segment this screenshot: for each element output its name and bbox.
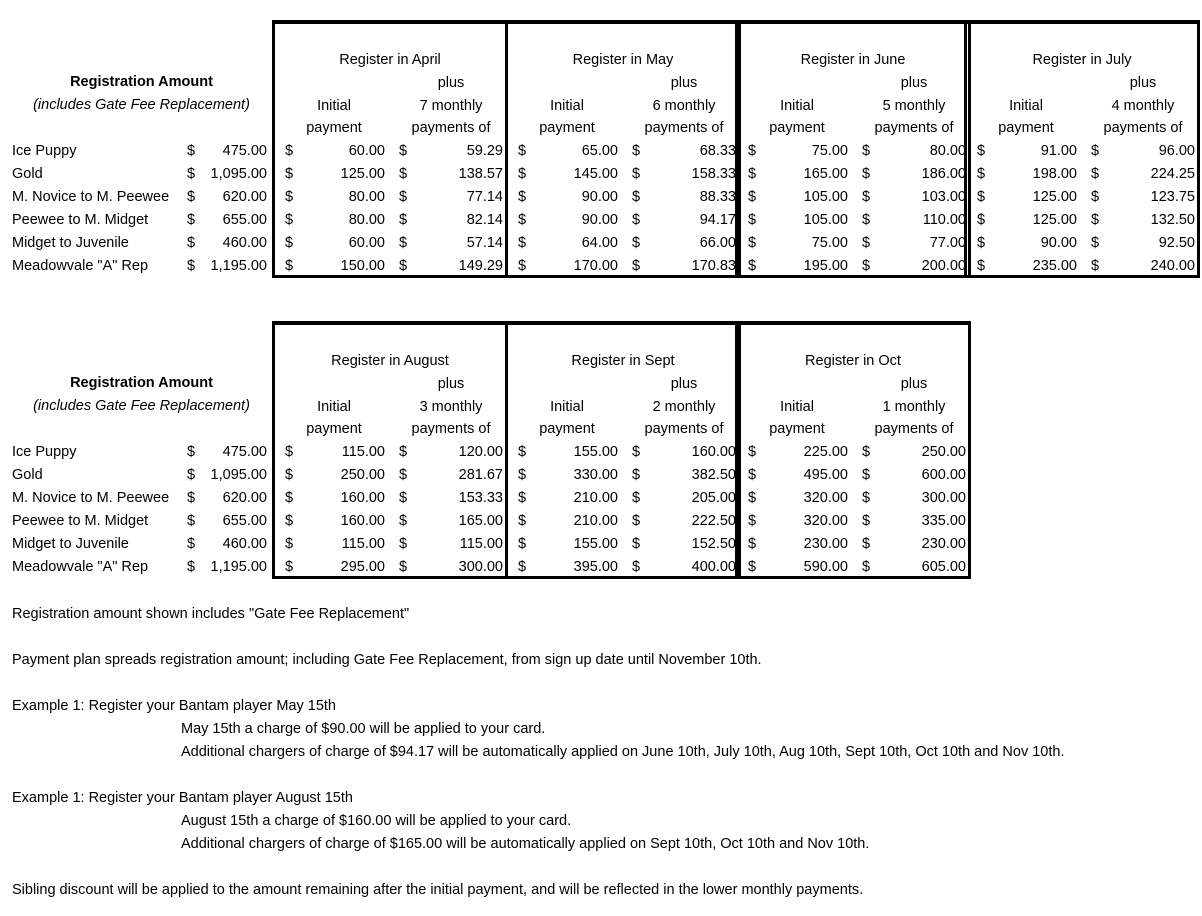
monthly-payment: 94.17 xyxy=(699,212,736,228)
monthly-payment: 224.25 xyxy=(1150,166,1195,182)
currency-symbol: $ xyxy=(862,166,871,182)
row-label: Ice Puppy xyxy=(12,444,77,460)
initial-payment: 90.00 xyxy=(581,189,618,205)
currency-symbol: $ xyxy=(748,212,757,228)
note-gate-fee: Registration amount shown includes "Gate Fee Replacement" xyxy=(12,606,410,622)
monthly-label: 2 monthly xyxy=(652,399,716,415)
monthly-payment: 152.50 xyxy=(691,536,736,552)
initial-payment: 115.00 xyxy=(341,444,385,460)
initial-payment: 198.00 xyxy=(1032,166,1077,182)
currency-symbol: $ xyxy=(632,536,641,552)
block-title: Register in July xyxy=(1032,52,1132,68)
row-label: Midget to Juvenile xyxy=(12,235,129,251)
currency-symbol: $ xyxy=(632,143,641,159)
currency-symbol: $ xyxy=(748,559,757,575)
monthly-label: 4 monthly xyxy=(1111,98,1175,114)
row-label: Ice Puppy xyxy=(12,143,77,159)
monthly-payment: 66.00 xyxy=(699,235,736,251)
monthly-payment: 200.00 xyxy=(921,258,966,274)
currency-symbol: $ xyxy=(977,189,986,205)
monthly-payment: 132.50 xyxy=(1150,212,1195,228)
currency-symbol: $ xyxy=(285,513,294,529)
row-label: Gold xyxy=(12,166,43,182)
currency-symbol: $ xyxy=(862,513,871,529)
currency-symbol: $ xyxy=(862,235,871,251)
currency-symbol: $ xyxy=(399,166,408,182)
plus-label: plus xyxy=(900,75,928,91)
monthly-payment: 335.00 xyxy=(921,513,966,529)
monthly-payment: 80.00 xyxy=(929,143,966,159)
initial-payment: 115.00 xyxy=(341,536,385,552)
currency-symbol: $ xyxy=(399,235,408,251)
row-label: Gold xyxy=(12,467,43,483)
currency-symbol: $ xyxy=(187,536,196,552)
initial-payment: 90.00 xyxy=(1040,235,1077,251)
monthly-payment: 88.33 xyxy=(699,189,736,205)
registration-amount: 655.00 xyxy=(222,513,267,529)
payment-label: payment xyxy=(769,120,825,136)
currency-symbol: $ xyxy=(285,189,294,205)
gate-fee-note: (includes Gate Fee Replacement) xyxy=(33,97,250,113)
payments-of-label: payments of xyxy=(644,120,724,136)
monthly-payment: 170.83 xyxy=(691,258,736,274)
currency-symbol: $ xyxy=(748,235,757,251)
payment-block xyxy=(505,321,741,579)
currency-symbol: $ xyxy=(187,490,196,506)
monthly-payment: 600.00 xyxy=(921,467,966,483)
monthly-payment: 59.29 xyxy=(466,143,503,159)
currency-symbol: $ xyxy=(518,166,527,182)
initial-payment: 210.00 xyxy=(573,513,618,529)
monthly-payment: 77.14 xyxy=(466,189,503,205)
initial-payment: 65.00 xyxy=(581,143,618,159)
monthly-payment: 103.00 xyxy=(921,189,966,205)
currency-symbol: $ xyxy=(187,166,196,182)
initial-payment: 295.00 xyxy=(340,559,385,575)
registration-amount: 620.00 xyxy=(222,490,267,506)
currency-symbol: $ xyxy=(399,467,408,483)
currency-symbol: $ xyxy=(399,559,408,575)
currency-symbol: $ xyxy=(1091,189,1100,205)
currency-symbol: $ xyxy=(518,559,527,575)
currency-symbol: $ xyxy=(1091,258,1100,274)
initial-payment: 60.00 xyxy=(348,143,385,159)
block-title: Register in April xyxy=(339,52,441,68)
initial-payment: 320.00 xyxy=(803,490,848,506)
currency-symbol: $ xyxy=(632,189,641,205)
currency-symbol: $ xyxy=(285,143,294,159)
payment-label: payment xyxy=(306,421,362,437)
monthly-payment: 222.50 xyxy=(691,513,736,529)
currency-symbol: $ xyxy=(399,536,408,552)
plus-label: plus xyxy=(900,376,928,392)
monthly-label: 7 monthly xyxy=(419,98,483,114)
example-2-title: Example 1: Register your Bantam player August 15th xyxy=(12,790,353,806)
currency-symbol: $ xyxy=(399,490,408,506)
currency-symbol: $ xyxy=(748,513,757,529)
row-label: M. Novice to M. Peewee xyxy=(12,189,170,205)
payment-label: payment xyxy=(306,120,362,136)
currency-symbol: $ xyxy=(862,559,871,575)
monthly-payment: 138.57 xyxy=(458,166,503,182)
currency-symbol: $ xyxy=(187,467,196,483)
initial-payment: 225.00 xyxy=(803,444,848,460)
row-label: Midget to Juvenile xyxy=(12,536,129,552)
currency-symbol: $ xyxy=(862,212,871,228)
monthly-payment: 281.67 xyxy=(458,467,503,483)
initial-payment: 80.00 xyxy=(348,212,385,228)
currency-symbol: $ xyxy=(862,490,871,506)
initial-payment: 150.00 xyxy=(340,258,385,274)
notes xyxy=(12,604,1064,900)
currency-symbol: $ xyxy=(1091,212,1100,228)
currency-symbol: $ xyxy=(187,143,196,159)
note-payment-plan: Payment plan spreads registration amount; including Gate Fee Replacement, from sign up date until November 10th. xyxy=(12,652,762,668)
plus-label: plus xyxy=(437,376,465,392)
initial-label: Initial xyxy=(317,399,351,415)
monthly-payment: 160.00 xyxy=(691,444,736,460)
initial-payment: 590.00 xyxy=(803,559,848,575)
monthly-payment: 400.00 xyxy=(691,559,736,575)
initial-payment: 210.00 xyxy=(573,490,618,506)
block-title: Register in August xyxy=(331,353,449,369)
currency-symbol: $ xyxy=(632,444,641,460)
currency-symbol: $ xyxy=(399,189,408,205)
registration-amount: 620.00 xyxy=(222,189,267,205)
payment-label: payment xyxy=(539,421,595,437)
example-2-line-1: August 15th a charge of $160.00 will be applied to your card. xyxy=(181,813,572,829)
currency-symbol: $ xyxy=(187,258,196,274)
currency-symbol: $ xyxy=(632,467,641,483)
initial-payment: 75.00 xyxy=(811,143,848,159)
monthly-payment: 123.75 xyxy=(1150,189,1195,205)
registration-amount: 655.00 xyxy=(222,212,267,228)
payment-block xyxy=(735,20,971,278)
initial-payment: 125.00 xyxy=(340,166,385,182)
currency-symbol: $ xyxy=(518,189,527,205)
currency-symbol: $ xyxy=(285,212,294,228)
row-label: Meadowvale "A" Rep xyxy=(12,258,149,274)
payments-of-label: payments of xyxy=(644,421,724,437)
monthly-payment: 82.14 xyxy=(466,212,503,228)
registration-amount: 460.00 xyxy=(222,235,267,251)
monthly-payment: 77.00 xyxy=(929,235,966,251)
currency-symbol: $ xyxy=(632,258,641,274)
payment-block xyxy=(272,321,508,579)
currency-symbol: $ xyxy=(518,536,527,552)
currency-symbol: $ xyxy=(518,490,527,506)
initial-payment: 125.00 xyxy=(1032,189,1077,205)
monthly-payment: 115.00 xyxy=(459,536,503,552)
currency-symbol: $ xyxy=(977,212,986,228)
currency-symbol: $ xyxy=(748,536,757,552)
initial-label: Initial xyxy=(317,98,351,114)
currency-symbol: $ xyxy=(1091,143,1100,159)
currency-symbol: $ xyxy=(187,513,196,529)
monthly-payment: 250.00 xyxy=(921,444,966,460)
currency-symbol: $ xyxy=(187,444,196,460)
monthly-payment: 68.33 xyxy=(699,143,736,159)
initial-label: Initial xyxy=(550,98,584,114)
initial-payment: 90.00 xyxy=(581,212,618,228)
plus-label: plus xyxy=(1129,75,1157,91)
payment-label: payment xyxy=(769,421,825,437)
currency-symbol: $ xyxy=(187,189,196,205)
row-label: M. Novice to M. Peewee xyxy=(12,490,170,506)
note-sibling-discount: Sibling discount will be applied to the amount remaining after the initial payment, and will be reflected in the lower monthly payments. xyxy=(12,882,864,898)
currency-symbol: $ xyxy=(632,166,641,182)
initial-payment: 155.00 xyxy=(573,444,618,460)
row-label: Peewee to M. Midget xyxy=(12,513,149,529)
initial-payment: 105.00 xyxy=(803,189,848,205)
payments-of-label: payments of xyxy=(1103,120,1183,136)
currency-symbol: $ xyxy=(518,235,527,251)
monthly-payment: 605.00 xyxy=(921,559,966,575)
currency-symbol: $ xyxy=(632,559,641,575)
block-title: Register in May xyxy=(572,52,674,68)
initial-payment: 155.00 xyxy=(573,536,618,552)
initial-label: Initial xyxy=(780,399,814,415)
monthly-label: 6 monthly xyxy=(652,98,716,114)
currency-symbol: $ xyxy=(399,513,408,529)
row-label: Peewee to M. Midget xyxy=(12,212,149,228)
payment-block xyxy=(735,321,971,579)
monthly-payment: 300.00 xyxy=(458,559,503,575)
initial-payment: 235.00 xyxy=(1032,258,1077,274)
currency-symbol: $ xyxy=(187,212,196,228)
example-1-line-1: May 15th a charge of $90.00 will be applied to your card. xyxy=(181,721,546,737)
monthly-payment: 230.00 xyxy=(921,536,966,552)
block-title: Register in Oct xyxy=(805,353,901,369)
plus-label: plus xyxy=(437,75,465,91)
payment-label: payment xyxy=(998,120,1054,136)
currency-symbol: $ xyxy=(862,189,871,205)
currency-symbol: $ xyxy=(285,258,294,274)
registration-amount: 475.00 xyxy=(222,444,267,460)
initial-label: Initial xyxy=(1009,98,1043,114)
currency-symbol: $ xyxy=(632,513,641,529)
initial-payment: 80.00 xyxy=(348,189,385,205)
initial-payment: 105.00 xyxy=(803,212,848,228)
currency-symbol: $ xyxy=(1091,235,1100,251)
currency-symbol: $ xyxy=(518,444,527,460)
monthly-payment: 149.29 xyxy=(458,258,503,274)
initial-payment: 230.00 xyxy=(803,536,848,552)
registration-amount: 1,195.00 xyxy=(210,559,267,575)
registration-amount: 1,095.00 xyxy=(210,467,267,483)
plus-label: plus xyxy=(670,75,698,91)
initial-payment: 60.00 xyxy=(348,235,385,251)
monthly-payment: 153.33 xyxy=(458,490,503,506)
block-title: Register in Sept xyxy=(571,353,675,369)
registration-amount-heading: Registration Amount xyxy=(70,375,213,391)
currency-symbol: $ xyxy=(748,258,757,274)
currency-symbol: $ xyxy=(748,143,757,159)
monthly-payment: 240.00 xyxy=(1150,258,1195,274)
monthly-payment: 300.00 xyxy=(921,490,966,506)
row-label: Meadowvale "A" Rep xyxy=(12,559,149,575)
payments-of-label: payments of xyxy=(874,120,954,136)
currency-symbol: $ xyxy=(285,536,294,552)
initial-payment: 145.00 xyxy=(573,166,618,182)
currency-symbol: $ xyxy=(862,258,871,274)
initial-payment: 64.00 xyxy=(581,235,618,251)
initial-payment: 330.00 xyxy=(573,467,618,483)
currency-symbol: $ xyxy=(977,143,986,159)
registration-amount-heading: Registration Amount xyxy=(70,74,213,90)
currency-symbol: $ xyxy=(862,467,871,483)
currency-symbol: $ xyxy=(632,235,641,251)
currency-symbol: $ xyxy=(862,444,871,460)
monthly-label: 3 monthly xyxy=(419,399,483,415)
currency-symbol: $ xyxy=(977,235,986,251)
monthly-payment: 96.00 xyxy=(1158,143,1195,159)
initial-payment: 165.00 xyxy=(803,166,848,182)
monthly-label: 1 monthly xyxy=(882,399,946,415)
monthly-payment: 165.00 xyxy=(458,513,503,529)
payment-block xyxy=(272,20,508,278)
currency-symbol: $ xyxy=(518,143,527,159)
initial-payment: 170.00 xyxy=(573,258,618,274)
registration-amount: 1,095.00 xyxy=(210,166,267,182)
currency-symbol: $ xyxy=(977,258,986,274)
example-2-line-2: Additional chargers of charge of $165.00 will be automatically applied on Sept 10th, Oct 10th and Nov 10th. xyxy=(181,836,870,852)
currency-symbol: $ xyxy=(632,490,641,506)
monthly-payment: 92.50 xyxy=(1158,235,1195,251)
currency-symbol: $ xyxy=(748,444,757,460)
example-1-line-2: Additional chargers of charge of $94.17 will be automatically applied on June 10th, July 10th, Aug 10th, Sept 10th, Oct 10th and Nov 10th. xyxy=(181,744,1065,760)
currency-symbol: $ xyxy=(399,258,408,274)
payment-label: payment xyxy=(539,120,595,136)
plus-label: plus xyxy=(670,376,698,392)
monthly-payment: 205.00 xyxy=(691,490,736,506)
initial-payment: 395.00 xyxy=(573,559,618,575)
currency-symbol: $ xyxy=(518,513,527,529)
block-title: Register in June xyxy=(800,52,906,68)
payment-block xyxy=(505,20,741,278)
payments-of-label: payments of xyxy=(411,120,491,136)
initial-label: Initial xyxy=(780,98,814,114)
monthly-label: 5 monthly xyxy=(882,98,946,114)
currency-symbol: $ xyxy=(399,143,408,159)
currency-symbol: $ xyxy=(285,467,294,483)
initial-label: Initial xyxy=(550,399,584,415)
currency-symbol: $ xyxy=(862,143,871,159)
initial-payment: 75.00 xyxy=(811,235,848,251)
monthly-payment: 158.33 xyxy=(691,166,736,182)
registration-amount: 475.00 xyxy=(222,143,267,159)
monthly-payment: 382.50 xyxy=(691,467,736,483)
currency-symbol: $ xyxy=(399,444,408,460)
currency-symbol: $ xyxy=(187,235,196,251)
initial-payment: 125.00 xyxy=(1032,212,1077,228)
currency-symbol: $ xyxy=(518,212,527,228)
currency-symbol: $ xyxy=(632,212,641,228)
currency-symbol: $ xyxy=(748,490,757,506)
currency-symbol: $ xyxy=(518,467,527,483)
currency-symbol: $ xyxy=(862,536,871,552)
initial-payment: 91.00 xyxy=(1040,143,1077,159)
currency-symbol: $ xyxy=(748,467,757,483)
currency-symbol: $ xyxy=(285,559,294,575)
registration-amount: 1,195.00 xyxy=(210,258,267,274)
monthly-payment: 110.00 xyxy=(922,212,966,228)
currency-symbol: $ xyxy=(285,235,294,251)
initial-payment: 160.00 xyxy=(340,513,385,529)
monthly-payment: 57.14 xyxy=(466,235,503,251)
gate-fee-note: (includes Gate Fee Replacement) xyxy=(33,398,250,414)
currency-symbol: $ xyxy=(187,559,196,575)
registration-amount: 460.00 xyxy=(222,536,267,552)
currency-symbol: $ xyxy=(1091,166,1100,182)
payments-of-label: payments of xyxy=(874,421,954,437)
monthly-payment: 120.00 xyxy=(458,444,503,460)
currency-symbol: $ xyxy=(518,258,527,274)
monthly-payment: 186.00 xyxy=(921,166,966,182)
currency-symbol: $ xyxy=(285,490,294,506)
payment-block xyxy=(964,20,1200,278)
initial-payment: 495.00 xyxy=(803,467,848,483)
currency-symbol: $ xyxy=(748,189,757,205)
currency-symbol: $ xyxy=(977,166,986,182)
example-1-title: Example 1: Register your Bantam player May 15th xyxy=(12,698,336,714)
currency-symbol: $ xyxy=(285,166,294,182)
currency-symbol: $ xyxy=(748,166,757,182)
initial-payment: 320.00 xyxy=(803,513,848,529)
currency-symbol: $ xyxy=(399,212,408,228)
initial-payment: 250.00 xyxy=(340,467,385,483)
payments-of-label: payments of xyxy=(411,421,491,437)
initial-payment: 160.00 xyxy=(340,490,385,506)
initial-payment: 195.00 xyxy=(803,258,848,274)
currency-symbol: $ xyxy=(285,444,294,460)
